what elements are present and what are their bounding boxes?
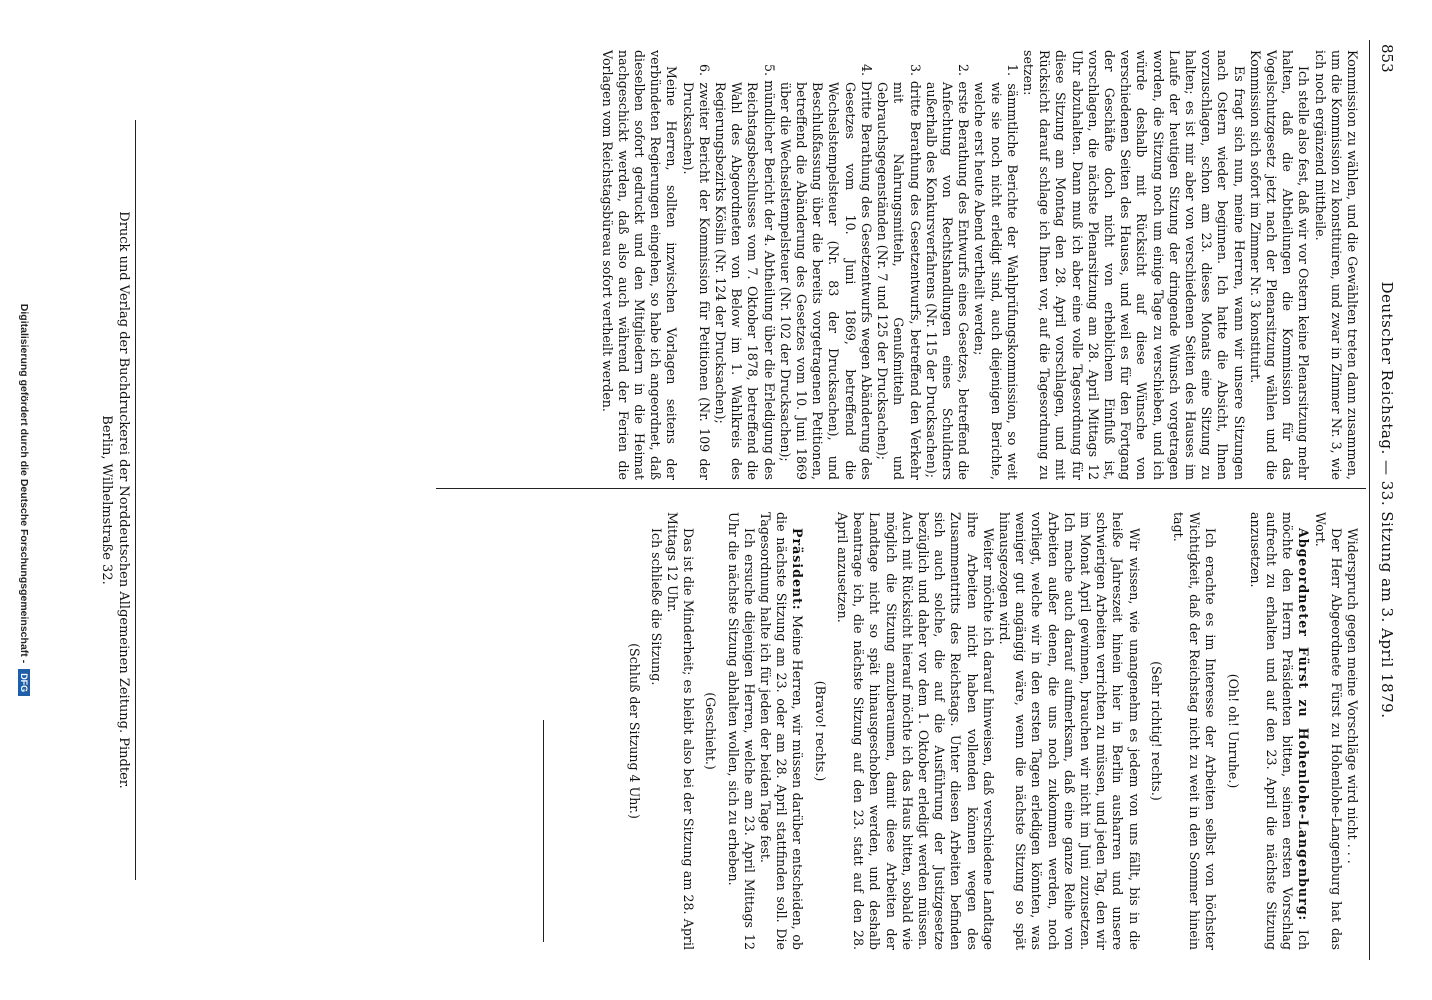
page-number: 853 <box>1378 44 1396 73</box>
agenda-item: 5. mündlicher Bericht der 4. Abtheilung über die Erledigung des Reichstagsbeschlusses vom 7. Oktober 1878, betreffend die Wahl des Abgeordneten von Below im 1. Wahlkreis des Regierungsbezirks Köslin (Nr. 124 der Drucksachen); <box>713 64 777 480</box>
dfg-logo: DFG <box>18 669 30 696</box>
imprint-line: Druck und Verlag der Buchdruckerei der Norddeutschen Allgemeinen Zeitung. Pindter. <box>116 211 131 789</box>
reaction: (Geschieht.) <box>703 692 719 770</box>
agenda-item: 6. zweiter Bericht der Kommission für Petitionen (Nr. 109 der Drucksachen). <box>680 64 712 480</box>
paragraph: Das ist die Minderheit; es bleibt also bei der Sitzung am 28. April Mittags 12 Uhr. <box>665 512 697 950</box>
paragraph: Ich schließe die Sitzung. <box>648 528 664 686</box>
paragraph: Kommission zu wählen, und die Gewählten treten dann zusammen, um die Kommission zu konstituiren, und zwar in Zimmer Nr. 3, wie ich noch ergänzend mittheile. <box>1312 50 1360 480</box>
paragraph: Der Herr Abgeordnete Fürst zu Hohenlohe-Langenburg hat das Wort. <box>1312 512 1344 950</box>
agenda-item: 1. sämmtliche Berichte der Wahlprüfungskommission, so weit wie sie noch nicht erledigt sind, auch diejenigen Berichte, welche erst heute Abend vertheilt werden; <box>972 64 1020 480</box>
digitization-credit <box>18 40 30 960</box>
paragraph: Ich stelle also fest, daß wir vor Ostern keine Plenarsitzung mehr halten, daß die Abtheilungen die Kommission für das Vogelschutzgesetz jetzt nach der Plenarsitzung wählen und die Kommission sich sofort im Zimmer Nr. 3 konstituirt. <box>1247 50 1312 480</box>
reaction: (Sehr richtig! rechts.) <box>1148 661 1164 801</box>
speech: Ich möchte den Herrn Präsidenten bitten, seinen ersten Vorschlag aufrecht zu erhalten und auf den 23. April die nächste Sitzung anzusetzen. <box>1247 512 1312 950</box>
column-divider <box>436 488 1366 489</box>
paragraph: Es fragt sich nun, meine Herren, wann wir unsere Sitzungen nach Ostern wieder beginnen. Ich hatte die Absicht, Ihnen vorzuschlagen, schon am 23. dieses Monats eine Sitzung zu halten; es ist mir aber von verschiedenen Seiten des Hauses im Laufe der heutigen Sitzung der dringende Wunsch vorgetragen worden, die Sitzung noch um einige Tage zu verschieben, und ich würde deshalb mit Rücksicht auf diese Wünsche von verschiedenen Seiten des Hauses, und weil es für den Fortgang der Geschäfte doch nicht von erheblichem Einfluß ist, vorschlagen, die nächste Plenarsitzung am 28. April Mittags 12 Uhr abzuhalten. Dann muß ich aber eine volle Tagesordnung für diese Sitzung am Montag den 28. April vorschlagen, und mit Rücksicht darauf schlage ich Ihnen vor, auf die Tagesordnung zu setzen: <box>1020 50 1247 480</box>
agenda-item: 2. erste Berathung des Entwurfs eines Gesetzes, betreffend die Anfechtung von Rechtshandlungen eines Schuldners außerhalb des Konkursverfahrens (Nr. 115 der Drucksachen); <box>923 64 972 480</box>
paragraph: Ich erachte es im Interesse der Arbeiten selbst von höchster Wichtigkeit, daß der Reichstag nicht zu weit in den Sommer hinein tagt. <box>1170 512 1219 950</box>
speaker-name: Präsident: <box>790 528 806 611</box>
paragraph: Widerspruch gegen meine Vorschläge wird nicht . . . <box>1345 528 1360 864</box>
speaker-name: Abgeordneter Fürst zu Hohenlohe-Langenburg: <box>1296 528 1312 922</box>
paragraph <box>1247 512 1312 950</box>
session-close-note: (Schluß der Sitzung 4 Uhr.) <box>626 643 642 819</box>
credit-text: Digitalisierung gefördert durch die Deutsche Forschungsgemeinschaft - <box>18 303 30 664</box>
imprint-line: Berlin, Wilhelmstraße 32. <box>99 415 114 585</box>
speech: Meine Herren, wir müssen darüber entscheiden, ob die nächste Sitzung am 23. oder am 28. April stattfinden soll. Die Tagesordnung halte ich für jeden der beiden Tage fest. <box>758 512 806 950</box>
left-column <box>598 50 1360 480</box>
right-column <box>619 512 1360 950</box>
agenda-item: 3. dritte Berathung des Gesetzentwurfs, betreffend den Verkehr mit Nahrungsmitteln, Genußmitteln und Gebrauchsgegenständen (Nr. 7 und 125 der Drucksachen); <box>875 64 923 480</box>
imprint-rule <box>135 120 136 880</box>
running-title: Deutscher Reichstag. — 33. Sitzung am 3. April 1879. <box>1378 281 1396 719</box>
reaction: (Bravo! rechts.) <box>812 680 828 782</box>
imprint <box>98 120 132 880</box>
paragraph: Weiter möchte ich darauf hinweisen, daß verschiedene Landtage ihre Arbeiten nicht haben vollenden können wegen des Zusammentritts des Reichstags. Unter diesen Arbeiten befinden sich auch solche, die auf die Ausführung der Justizgesetze bezüglich und daher vor dem 1. Oktober erledigt werden müssen. Auch mit Rücksicht hierauf möchte ich das Haus bitten, sobald wie möglich die Sitzung anzuberaumen, damit diese Arbeiten der Landtage nicht so spät hinausgeschoben werden, und deshalb beantrage ich, die nächste Sitzung auf den 23. statt auf den 28. April anzusetzen. <box>834 512 996 950</box>
page-header <box>1370 40 1396 960</box>
header-rule <box>1369 40 1370 960</box>
paragraph: Meine Herren, sollten inzwischen Vorlagen seitens der verbündeten Regierungen eingehen, so habe ich angeordnet, daß dieselben sofort gedruckt und den Mitgliedern in die Heimat nachgeschickt werden, daß also auch während der Ferien die Vorlagen vom Reichstagsbüreau sofort vertheilt werden. <box>599 50 680 480</box>
paragraph: Wir wissen, wie unangenehm es jedem von uns fällt, bis in die heiße Jahreszeit hinein hier in Berlin ausharren und unsere schwierigen Arbeiten verrichten zu müssen, und jeden Tag, den wir im Monat April gewinnen, brauchen wir nicht im Juni zuzusetzen. Ich mache auch darauf aufmerksam, daß eine ganze Reihe von Arbeiten außer denen, die uns noch zukommen werden, noch vorliegt, welche wir in den ersten Tagen erledigen könnten, was weniger gut angängig wäre, wenn die nächste Sitzung so spät hinausgezogen wird. <box>996 512 1142 950</box>
agenda-item: 4. Dritte Berathung des Gesetzentwurfs wegen Abänderung des Gesetzes vom 10. Juni 1869, betreffend die Wechselstempelsteuer (Nr. 83 der Drucksachen), und Beschlußfassung über die bereits vorgetragenen Petitionen, betreffend die Abänderung des Gesetzes vom 10. Juni 1869 über die Wechselstempelsteuer (Nr. 102 der Drucksachen); <box>777 64 874 480</box>
paragraph <box>757 512 806 950</box>
reaction: (Oh! oh! Unruhe.) <box>1225 673 1241 789</box>
paragraph: Ich ersuche diejenigen Herren, welche am 23. April Mittags 12 Uhr die nächste Sitzung abhalten wollen, sich zu erheben. <box>725 512 757 950</box>
end-rule <box>543 720 544 942</box>
